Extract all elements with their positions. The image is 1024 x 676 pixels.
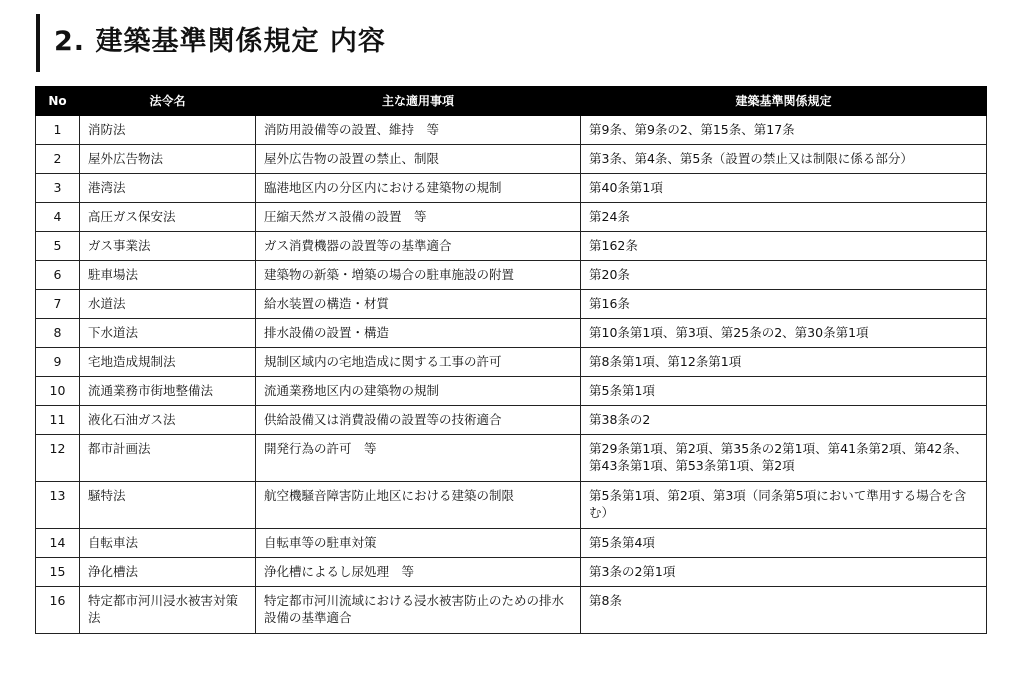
cell-no: 14 [36,529,80,558]
table-row [36,587,987,634]
cell-main-matter: 浄化槽によるし尿処理 等 [256,558,581,587]
cell-law-name: 都市計画法 [80,435,256,482]
cell-main-matter: 開発行為の許可 等 [256,435,581,482]
table-row [36,377,987,406]
cell-article: 第5条第1項、第2項、第3項（同条第5項において準用する場合を含む） [581,482,987,529]
table-row [36,435,987,482]
cell-article: 第24条 [581,203,987,232]
cell-main-matter: 給水装置の構造・材質 [256,290,581,319]
cell-law-name: 騒特法 [80,482,256,529]
cell-law-name: 浄化槽法 [80,558,256,587]
header-main-matter: 主な適用事項 [256,87,581,116]
cell-no: 15 [36,558,80,587]
table-row [36,232,987,261]
table-row [36,290,987,319]
cell-article: 第3条の2第1項 [581,558,987,587]
cell-main-matter: 臨港地区内の分区内における建築物の規制 [256,174,581,203]
cell-article: 第5条第1項 [581,377,987,406]
cell-law-name: 高圧ガス保安法 [80,203,256,232]
cell-article: 第29条第1項、第2項、第35条の2第1項、第41条第2項、第42条、第43条第1項、第53条第1項、第2項 [581,435,987,482]
cell-no: 4 [36,203,80,232]
cell-no: 6 [36,261,80,290]
table-row [36,558,987,587]
cell-main-matter: 特定都市河川流域における浸水被害防止のための排水設備の基準適合 [256,587,581,634]
table-row [36,203,987,232]
cell-no: 5 [36,232,80,261]
cell-article: 第5条第4項 [581,529,987,558]
cell-main-matter: ガス消費機器の設置等の基準適合 [256,232,581,261]
cell-no: 13 [36,482,80,529]
table-row [36,174,987,203]
table-header-row [36,87,987,116]
cell-law-name: 下水道法 [80,319,256,348]
cell-no: 8 [36,319,80,348]
cell-main-matter: 排水設備の設置・構造 [256,319,581,348]
cell-main-matter: 圧縮天然ガス設備の設置 等 [256,203,581,232]
cell-main-matter: 消防用設備等の設置、維持 等 [256,116,581,145]
cell-law-name: 自転車法 [80,529,256,558]
cell-no: 12 [36,435,80,482]
cell-no: 7 [36,290,80,319]
cell-no: 11 [36,406,80,435]
regulations-table [35,86,987,634]
cell-article: 第162条 [581,232,987,261]
cell-article: 第16条 [581,290,987,319]
cell-law-name: 屋外広告物法 [80,145,256,174]
cell-article: 第20条 [581,261,987,290]
cell-no: 10 [36,377,80,406]
cell-law-name: ガス事業法 [80,232,256,261]
cell-law-name: 流通業務市街地整備法 [80,377,256,406]
cell-main-matter: 供給設備又は消費設備の設置等の技術適合 [256,406,581,435]
page-title: 2. 建築基準関係規定 内容 [54,26,386,57]
cell-no: 16 [36,587,80,634]
table-row [36,116,987,145]
cell-article: 第40条第1項 [581,174,987,203]
cell-no: 3 [36,174,80,203]
cell-article: 第9条、第9条の2、第15条、第17条 [581,116,987,145]
cell-article: 第10条第1項、第3項、第25条の2、第30条第1項 [581,319,987,348]
title-accent-bar [36,14,40,72]
cell-main-matter: 規制区域内の宅地造成に関する工事の許可 [256,348,581,377]
cell-main-matter: 建築物の新築・増築の場合の駐車施設の附置 [256,261,581,290]
cell-article: 第38条の2 [581,406,987,435]
header-no: No [36,87,80,116]
cell-article: 第3条、第4条、第5条（設置の禁止又は制限に係る部分） [581,145,987,174]
cell-main-matter: 自転車等の駐車対策 [256,529,581,558]
cell-law-name: 駐車場法 [80,261,256,290]
cell-no: 9 [36,348,80,377]
cell-law-name: 消防法 [80,116,256,145]
table-row [36,261,987,290]
cell-law-name: 宅地造成規制法 [80,348,256,377]
table-row [36,348,987,377]
header-article: 建築基準関係規定 [581,87,987,116]
table-row [36,319,987,348]
cell-no: 2 [36,145,80,174]
table-row [36,145,987,174]
cell-no: 1 [36,116,80,145]
cell-main-matter: 流通業務地区内の建築物の規制 [256,377,581,406]
cell-main-matter: 屋外広告物の設置の禁止、制限 [256,145,581,174]
table-row [36,482,987,529]
cell-law-name: 特定都市河川浸水被害対策法 [80,587,256,634]
cell-law-name: 水道法 [80,290,256,319]
cell-law-name: 港湾法 [80,174,256,203]
table-row [36,406,987,435]
cell-main-matter: 航空機騒音障害防止地区における建築の制限 [256,482,581,529]
table-row [36,529,987,558]
cell-article: 第8条 [581,587,987,634]
header-law-name: 法令名 [80,87,256,116]
cell-law-name: 液化石油ガス法 [80,406,256,435]
cell-article: 第8条第1項、第12条第1項 [581,348,987,377]
